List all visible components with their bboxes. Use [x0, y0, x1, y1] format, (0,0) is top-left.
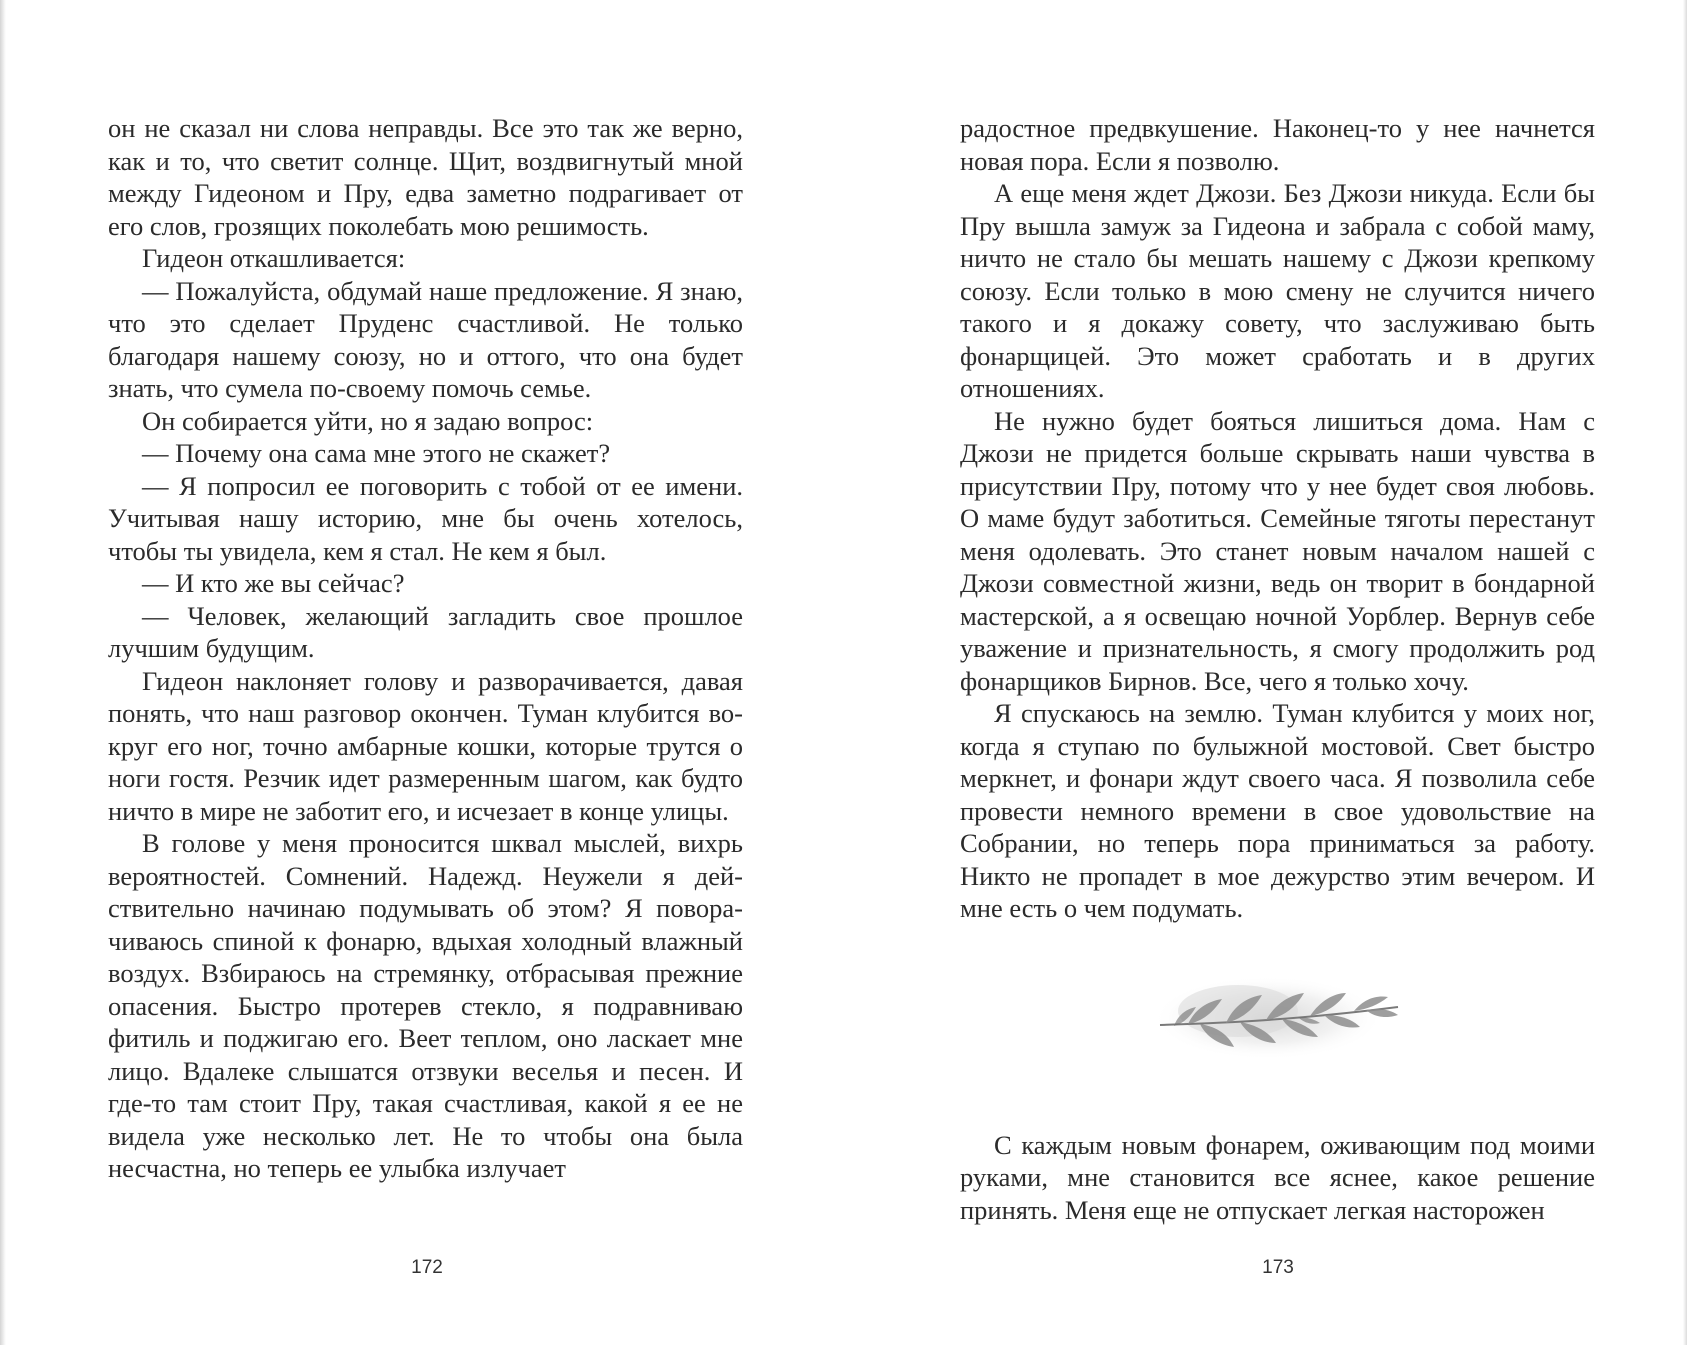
paragraph: — Почему она сама мне этого не скажет? [142, 438, 611, 468]
right-page-edge [1683, 0, 1687, 1345]
paragraph: С каждым новым фонарем, оживающим под моими руками, мне становится все яснее, какое решение принять. Меня еще не отпускает легкая насторожен [960, 1129, 1595, 1225]
paragraph: — Пожалуйста, обдумай наше предложение. Я знаю, что это сделает Пруденс счастливой. Не только благодаря нашему союзу, но и оттого, что она будет знать, что сумела по-своему помочь семье. [108, 275, 743, 403]
paragraph: — Человек, желающий загладить свое прошлое лучшим будущим. [108, 600, 743, 663]
paragraph: А еще меня ждет Джози. Без Джози никуда. Если бы Пру вышла замуж за Гидеона и забрала с собой маму, ничто не стало бы мешать нашему с Джози крепкому союзу. Если только в мою смену не случится ничего такого и я докажу совету, что заслуживаю быть фонарщицей. Это может сработать и в других отношениях. [960, 178, 1595, 403]
paragraph: — И кто же вы сейчас? [142, 568, 405, 598]
page-number-left: 172 [411, 1257, 443, 1278]
page-number-right: 173 [1262, 1257, 1294, 1278]
left-page-text [108, 112, 743, 1185]
paragraph: Я спускаюсь на землю. Туман клубится у моих ног, когда я ступаю по булыжной мостовой. Свет быстро меркнет, и фонари ждут своего часа. Я позволила себе провести немного времени в свое удовольствие на Собрании, но теперь пора приниматься за работу. Никто не пропадет в мое дежурство этим вечером. И мне есть о чем подумать. [960, 698, 1595, 923]
paragraph: В голове у меня проносится шквал мыслей, вихрь вероятностей. Сомнений. Надежд. Неужели я действительно начинаю подумывать об этом? Я поворачиваюсь спиной к фонарю, вдыхая холодный влажный воздух. Взбираюсь на стремянку, отбрасывая прежние опасения. Быстро протерев стекло, я подравниваю фитиль и поджигаю его. Веет теплом, оно ласкает мне лицо. Вдалеке слышатся отзвуки веселья и песен. И где-то там стоит Пру, такая счастливая, какой я ее не видела уже несколько лет. Не то чтобы она была несчастна, но теперь ее улыбка излучает [108, 828, 743, 1183]
paragraph: Гидеон наклоняет голову и разворачивается, давая понять, что наш разговор окончен. Туман клубится вокруг его ног, точно амбарные кошки, которые трутся о ноги гостя. Резчик идет размеренным шагом, как будто ничто в мире не заботит его, и исчезает в конце улицы. [108, 665, 743, 826]
leaf-sprig-ornament-icon [1148, 963, 1408, 1073]
paragraph: он не сказал ни слова неправды. Все это так же верно, как и то, что светит солнце. Щит, воздвигнутый мной между Гидеоном и Пру, едва заметно подрагивает от его слов, грозящих поколебать мою решимость. [108, 113, 743, 241]
right-page-text [960, 112, 1595, 1226]
paragraph: Гидеон откашливается: [142, 243, 406, 273]
paragraph: радостное предвкушение. Наконец-то у нее начнется новая пора. Если я позволю. [960, 113, 1595, 176]
paragraph: — Я попросил ее поговорить с тобой от ее имени. Учитывая нашу историю, мне бы очень хотелось, чтобы ты увидела, кем я стал. Не кем я был. [108, 470, 743, 566]
paragraph: Не нужно будет бояться лишиться дома. Нам с Джози не придется больше скрывать наши чувства в присутствии Пру, потому что у нее будет своя любовь. О маме будут заботиться. Семейные тяготы перестанут меня одолевать. Это станет новым началом нашей с Джози совместной жизни, ведь он творит в бондарной мастерской, а я освещаю ночной Уорблер. Вернув себе уважение и признательность, я смогу продолжить род фонарщиков Бирнов. Все, чего я только хочу. [960, 405, 1595, 696]
left-page-edge [0, 0, 6, 1345]
paragraph: Он собирается уйти, но я задаю вопрос: [142, 405, 594, 436]
